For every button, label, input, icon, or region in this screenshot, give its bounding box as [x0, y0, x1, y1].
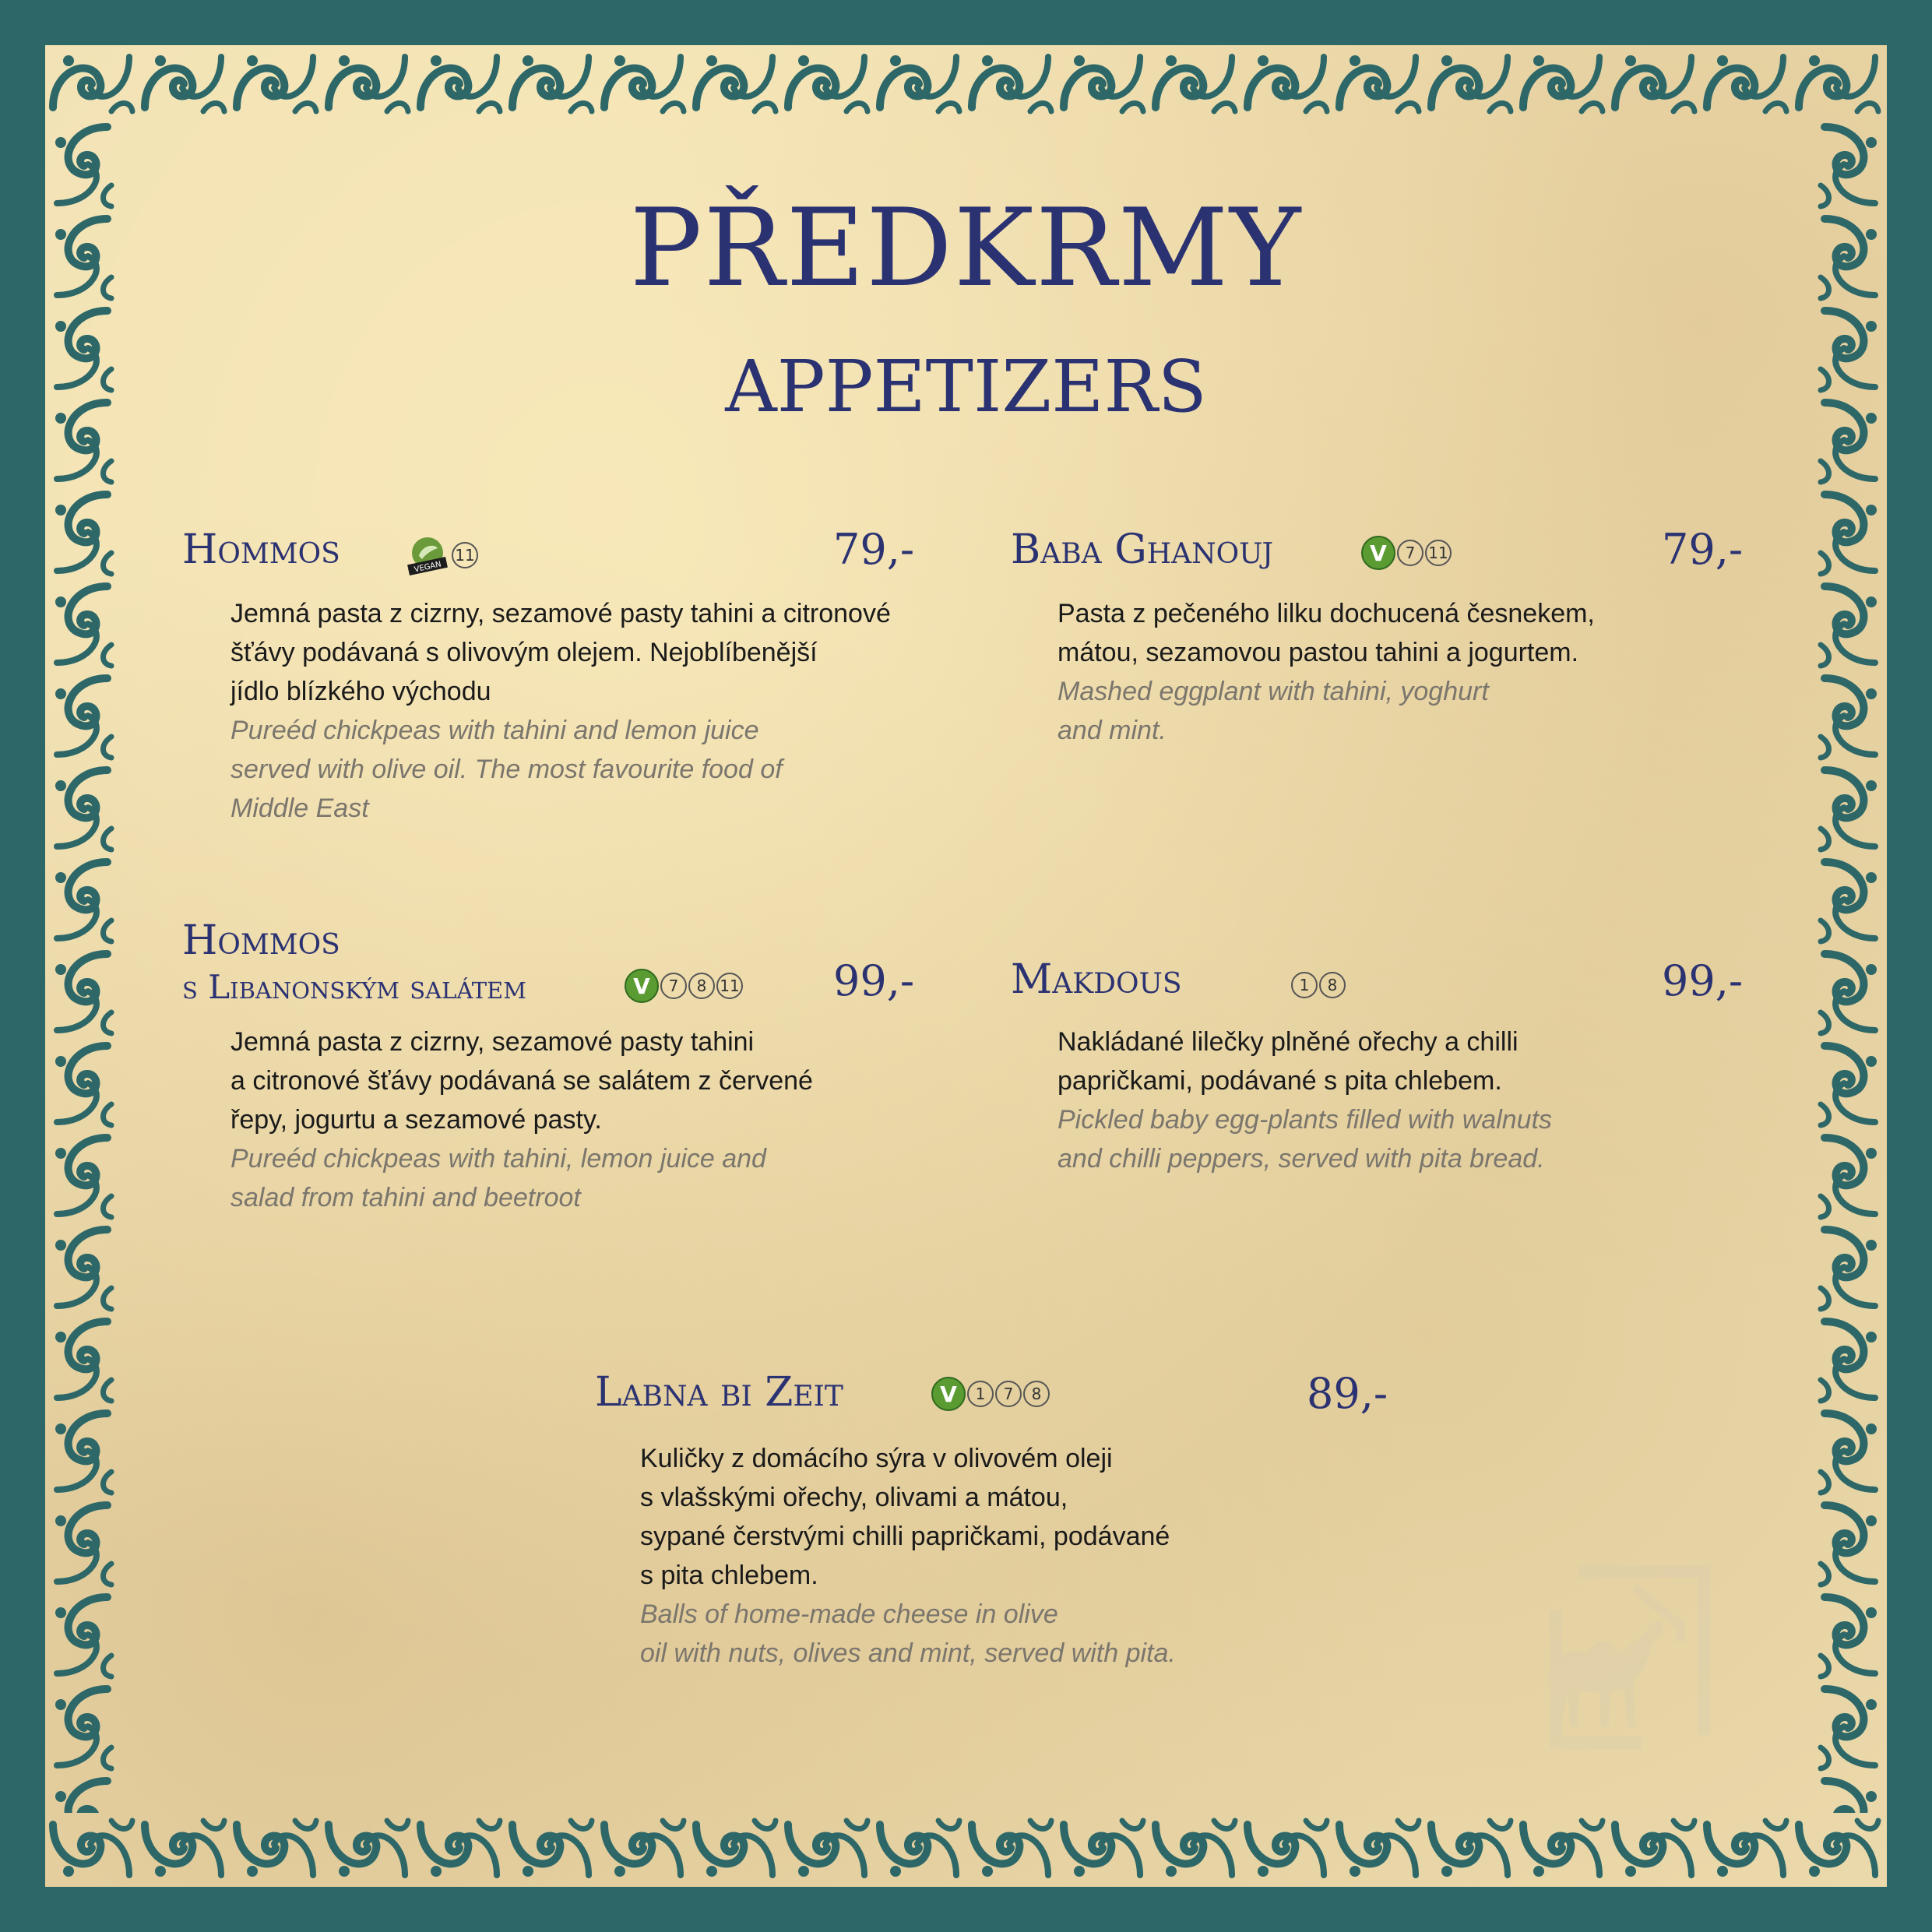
allergen-badge: 11: [716, 973, 743, 999]
vegetarian-badge-icon: V: [1361, 536, 1395, 570]
allergen-badge: 8: [688, 973, 715, 999]
item-name: Makdous: [1011, 956, 1182, 1003]
item-description-cz: Kuličky z domácího sýra v olivovém oleji s vlašskými ořechy, olivami a mátou, sypané čerstvými chilli papričkami, podávané s pita chlebem.: [640, 1444, 1170, 1590]
allergen-badge: 11: [1425, 540, 1452, 566]
allergen-badge: 1: [967, 1381, 994, 1407]
vegetarian-badge-icon: V: [625, 969, 659, 1003]
item-description-cz: Pasta z pečeného lilku dochucená česnekem, mátou, sezamovou pastou tahini a jogurtem.: [1057, 599, 1595, 667]
item-description-cz: Jemná pasta z cizrny, sezamové pasty tahini a citronové šťávy podávaná s olivovým olejem. Nejoblíbenější jídlo blízkého východu: [231, 599, 891, 706]
item-name: Hommos: [182, 917, 340, 964]
item-description-en: Mashed eggplant with tahini, yoghurt and mint.: [1057, 677, 1489, 745]
allergen-badge: 8: [1319, 972, 1346, 998]
svg-text:VEGAN: VEGAN: [413, 560, 442, 575]
item-badges: [405, 533, 478, 578]
item-name: Hommos: [182, 526, 340, 573]
item-price: 99,-: [833, 956, 915, 1005]
page-subtitle: APPETIZERS: [725, 345, 1207, 428]
ornament-border-top: [45, 45, 1887, 119]
allergen-badge: 7: [1397, 540, 1423, 566]
item-description-cz: Nakládané lilečky plněné ořechy a chilli papričkami, podávané s pita chlebem.: [1057, 1027, 1519, 1096]
item-badges: [1361, 536, 1452, 570]
allergen-badge: 7: [995, 1381, 1022, 1407]
ornament-border-bottom: [45, 1813, 1887, 1887]
item-name: Labna bi Zeit: [595, 1369, 843, 1416]
allergen-badge: 7: [660, 973, 687, 999]
vegetarian-badge-icon: V: [931, 1377, 966, 1411]
item-price: 79,-: [1662, 525, 1744, 574]
item-badges: [1291, 972, 1346, 998]
item-subname: s Libanonským salátem: [182, 968, 526, 1006]
item-description-en: Pickled baby egg-plants filled with walnuts and chilli peppers, served with pita bread.: [1057, 1105, 1553, 1174]
item-description-cz: Jemná pasta z cizrny, sezamové pasty tahini a citronové šťávy podávaná se salátem z červené řepy, jogurtu a sezamové pasty.: [231, 1027, 813, 1135]
allergen-badge: 8: [1023, 1381, 1050, 1407]
camel-logo-icon: [1525, 1564, 1712, 1751]
item-price: 79,-: [833, 525, 915, 574]
page-title: PŘEDKRMY: [629, 185, 1303, 311]
allergen-badge: 1: [1291, 972, 1318, 998]
item-price: 99,-: [1662, 956, 1744, 1005]
item-badges: [625, 969, 743, 1003]
menu-page: [45, 45, 1887, 1887]
item-name: Baba Ghanouj: [1011, 526, 1273, 573]
item-badges: [931, 1377, 1050, 1411]
item-description-en: Balls of home-made cheese in olive oil with nuts, olives and mint, served with pita.: [640, 1599, 1176, 1668]
item-price: 89,-: [1307, 1369, 1388, 1418]
item-description-en: Pureéd chickpeas with tahini, lemon juice and salad from tahini and beetroot: [231, 1144, 766, 1212]
allergen-badge: 11: [452, 542, 478, 568]
vegan-badge-icon: [405, 533, 450, 578]
item-description-en: Pureéd chickpeas with tahini and lemon juice served with olive oil. The most favourite food of Middle East: [231, 716, 783, 823]
